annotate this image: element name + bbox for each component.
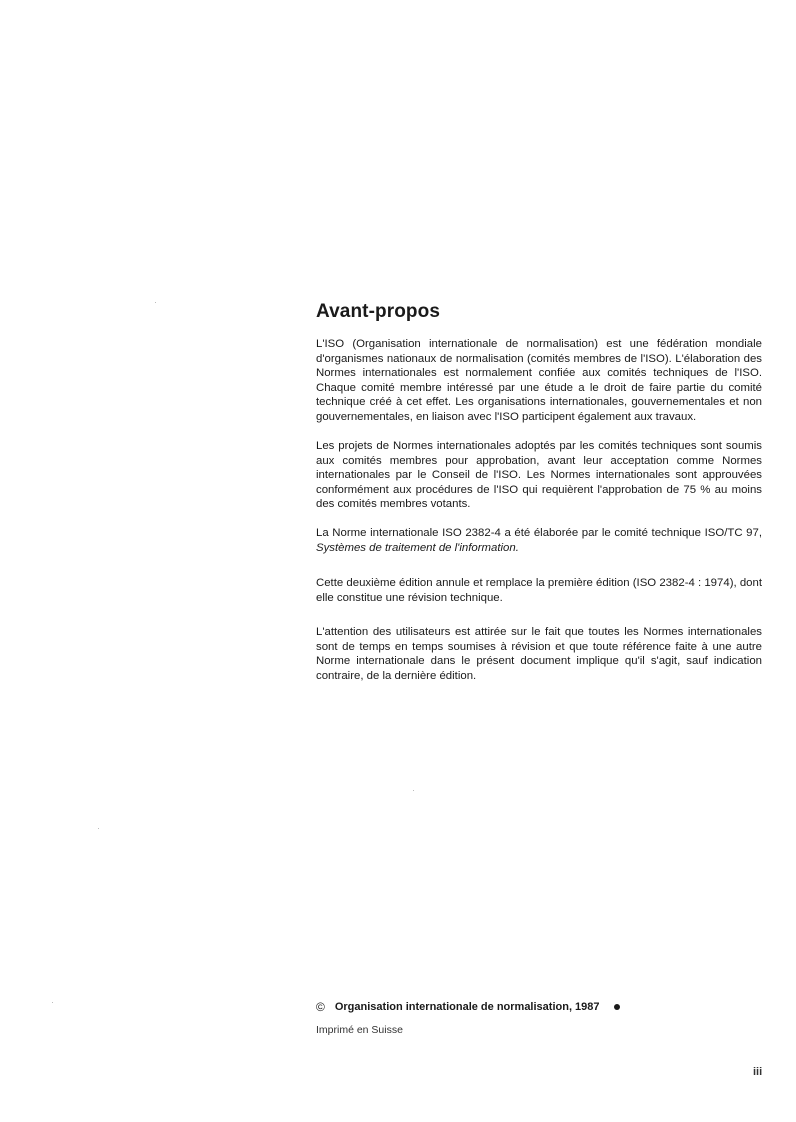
copyright-icon: © xyxy=(316,1000,325,1014)
paragraph-edition-note: Cette deuxième édition annule et remplace la première édition (ISO 2382-4 : 1974), dont elle constitue une révision technique. xyxy=(316,577,762,604)
bullet-dot-icon xyxy=(614,1004,620,1010)
committee-title: Systèmes de traitement de l'information. xyxy=(316,541,519,554)
paragraph-iso-intro: L'ISO (Organisation internationale de normalisation) est une fédération mondiale d'organismes nationaux de normalisation (comités membres de l'ISO). L'élaboration des Normes internationales est normalement confiée aux comités techniques de l'ISO. Chaque comité membre intéressé par une étude a le droit de faire partie du comité technique créé à cet effet. Les organisations internationales, gouvernementales et non gouvernementales, en liaison avec l'ISO participent également aux travaux. xyxy=(316,338,762,423)
paragraph-revision-notice: L'attention des utilisateurs est attirée sur le fait que toutes les Normes internationales sont de temps en temps soumises à révision et que toute référence faite à une autre Norme internationale dans le présent document implique qu'il s'agit, sauf indication contraire, de la dernière édition. xyxy=(316,626,762,682)
copyright-line xyxy=(316,1000,620,1014)
standard-origin-text: La Norme internationale ISO 2382-4 a été élaborée par le comité technique ISO/TC 97, xyxy=(316,527,762,539)
scan-speck xyxy=(98,828,99,829)
copyright-text: Organisation internationale de normalisation, 1987 xyxy=(334,1001,600,1013)
scan-speck xyxy=(52,1002,53,1003)
scan-speck xyxy=(155,302,156,303)
paragraph-approval-process: Les projets de Normes internationales adoptés par les comités techniques sont soumis aux comités membres pour approbation, avant leur acceptation comme Normes internationales par le Conseil de l'ISO. Les Normes internationales sont approuvées conformément aux procédures de l'ISO qui requièrent l'approbation de 75 % au moins des comités membres votants. xyxy=(316,440,762,511)
scan-speck xyxy=(413,790,414,791)
page-number: iii xyxy=(753,1066,763,1078)
printed-in: Imprimé en Suisse xyxy=(316,1024,403,1036)
page-title: Avant-propos xyxy=(316,301,440,322)
paragraph-standard-origin xyxy=(316,526,762,555)
